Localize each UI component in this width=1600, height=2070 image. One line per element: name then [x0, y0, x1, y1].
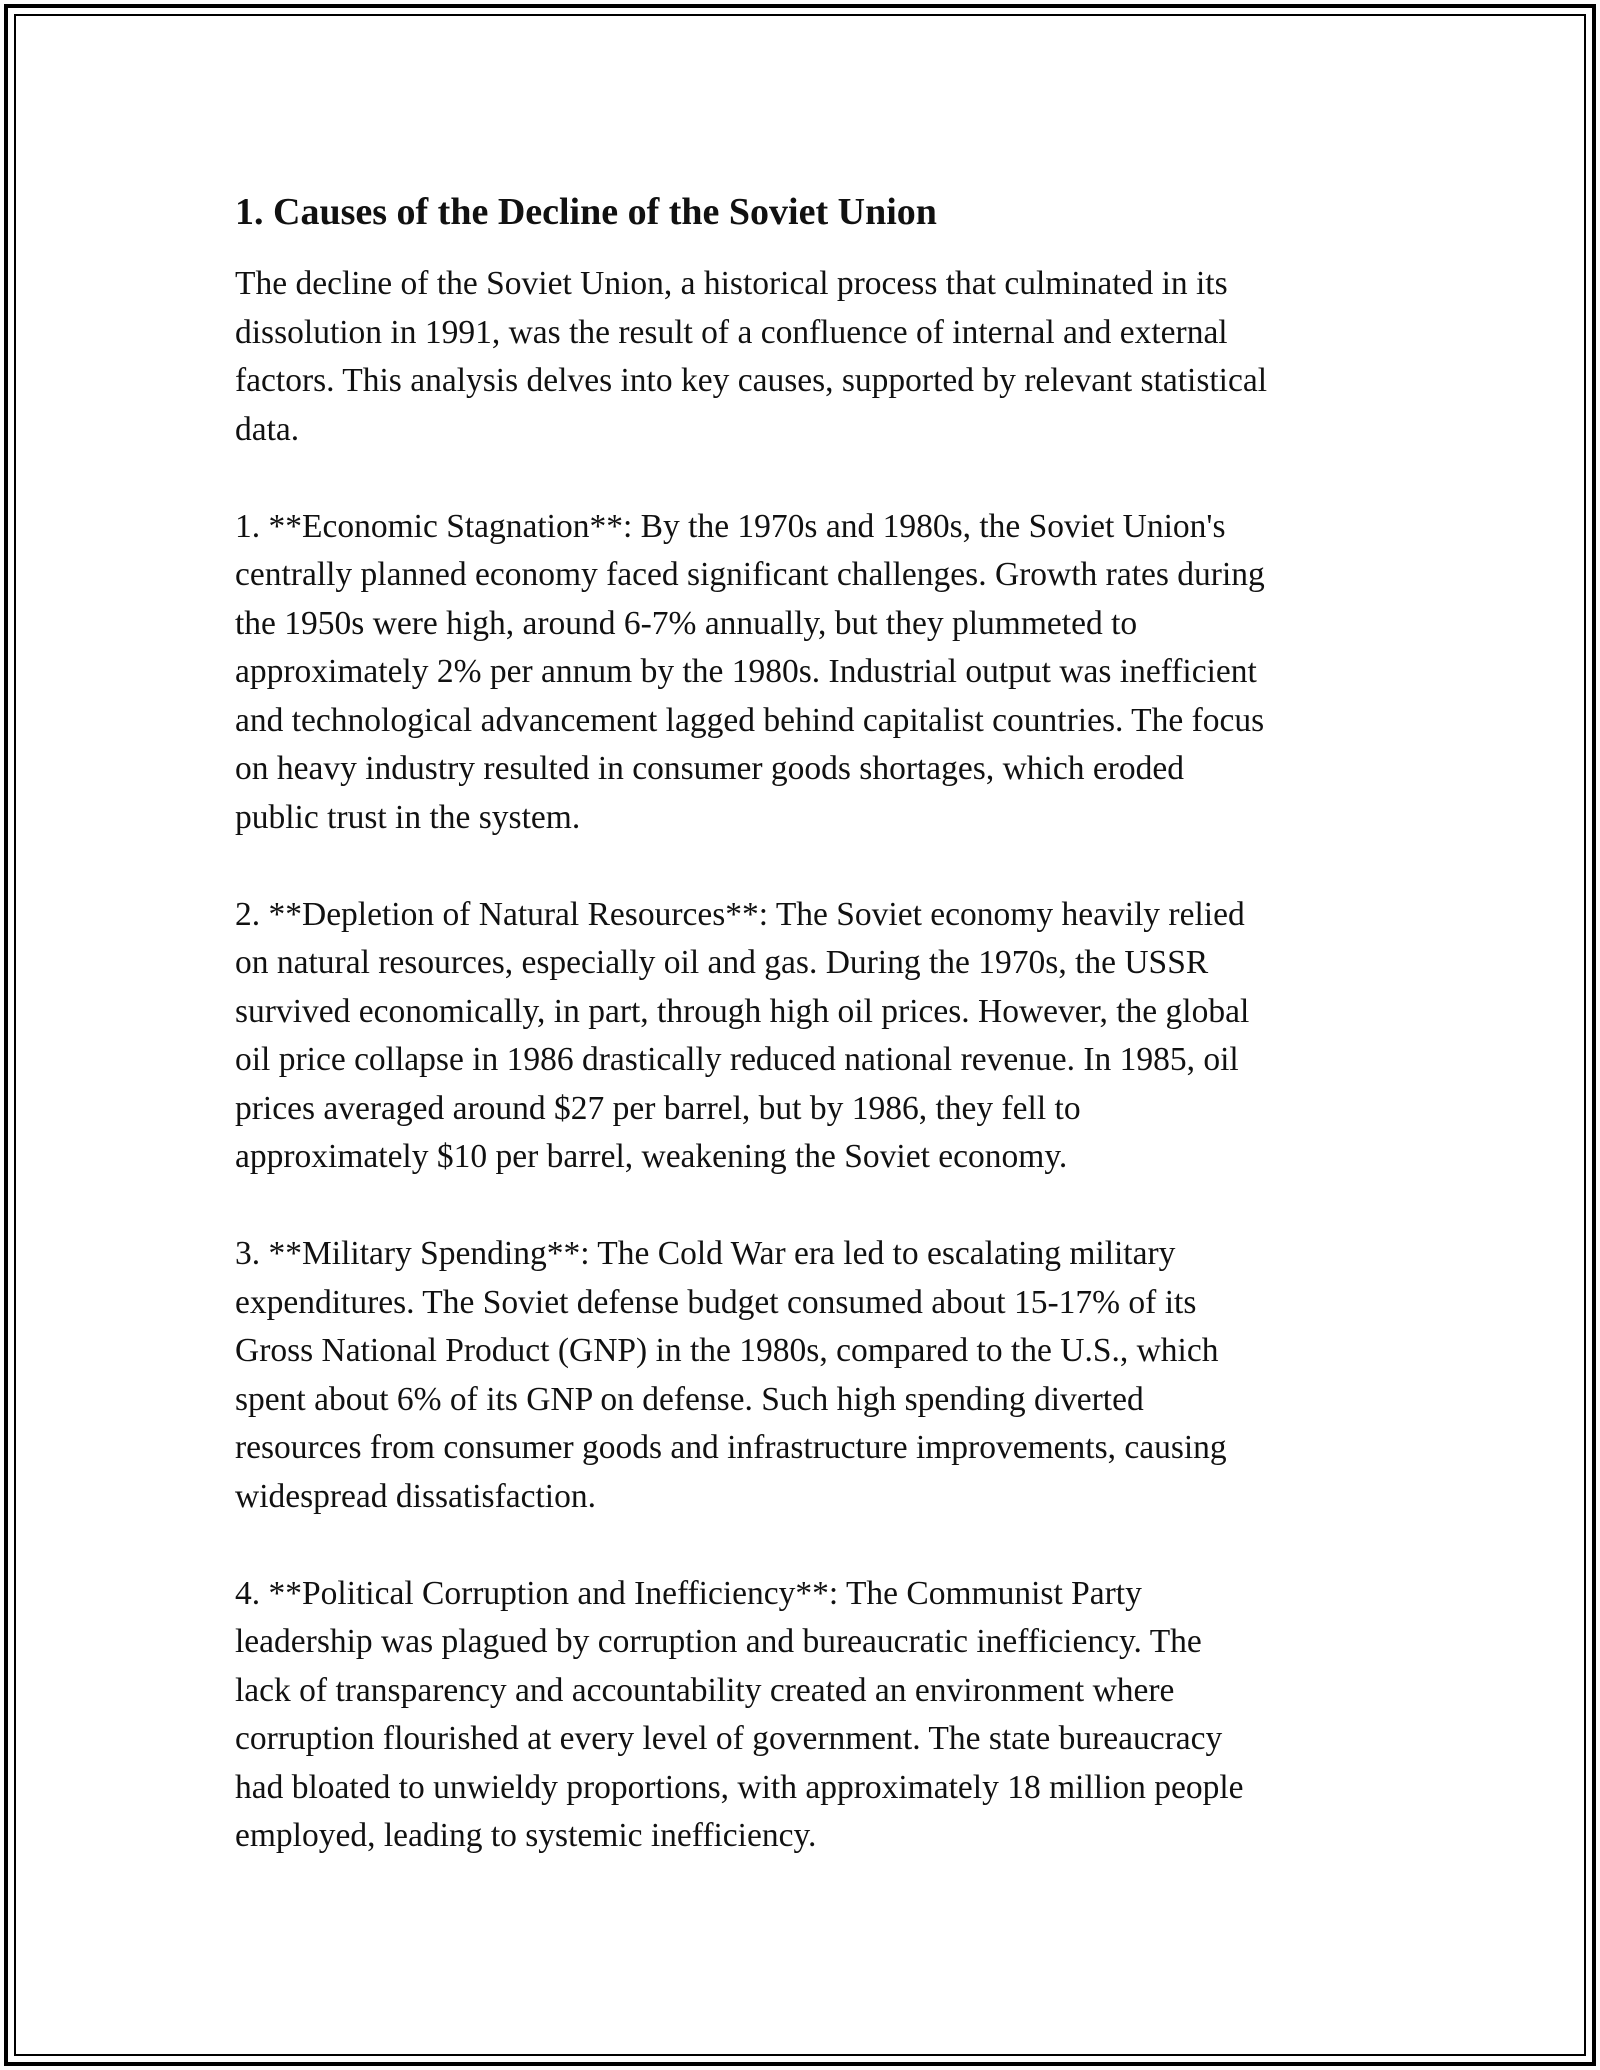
intro-paragraph: The decline of the Soviet Union, a historical process that culminated in its dissolution in 1991, was the result of a confluence of internal and external factors. This analysis delves into key causes, supported by relevant statistical data.	[235, 265, 1268, 448]
political-corruption-paragraph: 4. **Political Corruption and Inefficiency**: The Communist Party leadership was plagued by corruption and bureaucratic inefficiency. The lack of transparency and accountability created an environment where corruption flourished at every level of government. The state bureaucracy had bloated to unwieldy proportions, with approximately 18 million people employed, leading to systemic inefficiency.	[235, 1574, 1244, 1854]
economic-stagnation-paragraph: 1. **Economic Stagnation**: By the 1970s and 1980s, the Soviet Union's centrally planned economy faced significant challenges. Growth rates during the 1950s were high, around 6-7% annually, but they plummeted to approximately 2% per annum by the 1980s. Industrial output was inefficient and technological advancement lagged behind capitalist countries. The focus on heavy industry resulted in consumer goods shortages, which eroded public trust in the system.	[235, 507, 1265, 836]
natural-resources-paragraph: 2. **Depletion of Natural Resources**: The Soviet economy heavily relied on natural resources, especially oil and gas. During the 1970s, the USSR survived economically, in part, through high oil prices. However, the global oil price collapse in 1986 drastically reduced national revenue. In 1985, oil prices averaged around $27 per barrel, but by 1986, they fell to approximately $10 per barrel, weakening the Soviet economy.	[235, 895, 1250, 1175]
section-heading: 1. Causes of the Decline of the Soviet Union	[235, 191, 937, 233]
military-spending-paragraph: 3. **Military Spending**: The Cold War era led to escalating military expenditures. The Soviet defense budget consumed about 15-17% of its Gross National Product (GNP) in the 1980s, compared to the U.S., which spent about 6% of its GNP on defense. Such high spending diverted resources from consumer goods and infrastructure improvements, causing widespread dissatisfaction.	[235, 1235, 1227, 1515]
document-body	[235, 188, 1385, 1909]
